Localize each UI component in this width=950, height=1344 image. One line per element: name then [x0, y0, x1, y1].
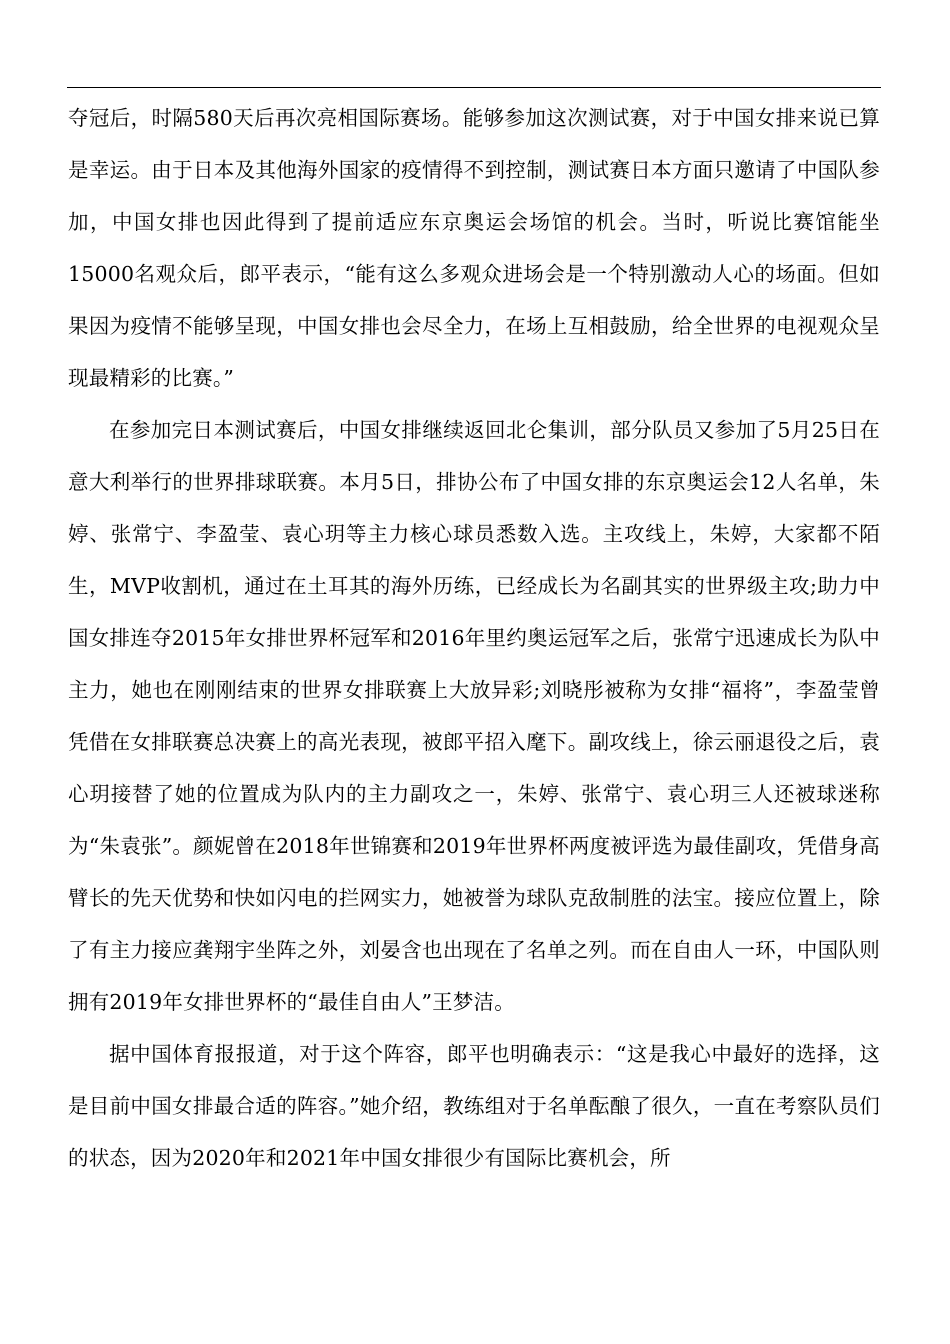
- article-body: [68, 92, 880, 1184]
- header-rule: [67, 87, 881, 88]
- paragraph-2: 在参加完日本测试赛后，中国女排继续返回北仑集训，部分队员又参加了5月25日在意大利举行的世界排球联赛。本月5日，排协公布了中国女排的东京奥运会12人名单，朱婷、张常宁、李盈莹、袁心玥等主力核心球员悉数入选。主攻线上，朱婷，大家都不陌生，MVP收割机，通过在土耳其的海外历练，已经成长为名副其实的世界级主攻;助力中国女排连夺2015年女排世界杯冠军和2016年里约奥运冠军之后，张常宁迅速成长为队中主力，她也在刚刚结束的世界女排联赛上大放异彩;刘晓彤被称为女排“福将”，李盈莹曾凭借在女排联赛总决赛上的高光表现，被郎平招入麾下。副攻线上，徐云丽退役之后，袁心玥接替了她的位置成为队内的主力副攻之一，朱婷、张常宁、袁心玥三人还被球迷称为“朱袁张”。颜妮曾在2018年世锦赛和2019年世界杯两度被评选为最佳副攻，凭借身高臂长的先天优势和快如闪电的拦网实力，她被誉为球队克敌制胜的法宝。接应位置上，除了有主力接应龚翔宇坐阵之外，刘晏含也出现在了名单之列。而在自由人一环，中国队则拥有2019年女排世界杯的“最佳自由人”王梦洁。: [68, 418, 880, 1014]
- paragraph-3: 据中国体育报报道，对于这个阵容，郎平也明确表示：“这是我心中最好的选择，这是目前中国女排最合适的阵容。”她介绍，教练组对于名单酝酿了很久，一直在考察队员们的状态，因为2020年和2021年中国女排很少有国际比赛机会，所: [68, 1042, 880, 1170]
- paragraph-1: 夺冠后，时隔580天后再次亮相国际赛场。能够参加这次测试赛，对于中国女排来说已算是幸运。由于日本及其他海外国家的疫情得不到控制，测试赛日本方面只邀请了中国队参加，中国女排也因此得到了提前适应东京奥运会场馆的机会。当时，听说比赛馆能坐15000名观众后，郎平表示，“能有这么多观众进场会是一个特别激动人心的场面。但如果因为疫情不能够呈现，中国女排也会尽全力，在场上互相鼓励，给全世界的电视观众呈现最精彩的比赛。”: [68, 106, 880, 390]
